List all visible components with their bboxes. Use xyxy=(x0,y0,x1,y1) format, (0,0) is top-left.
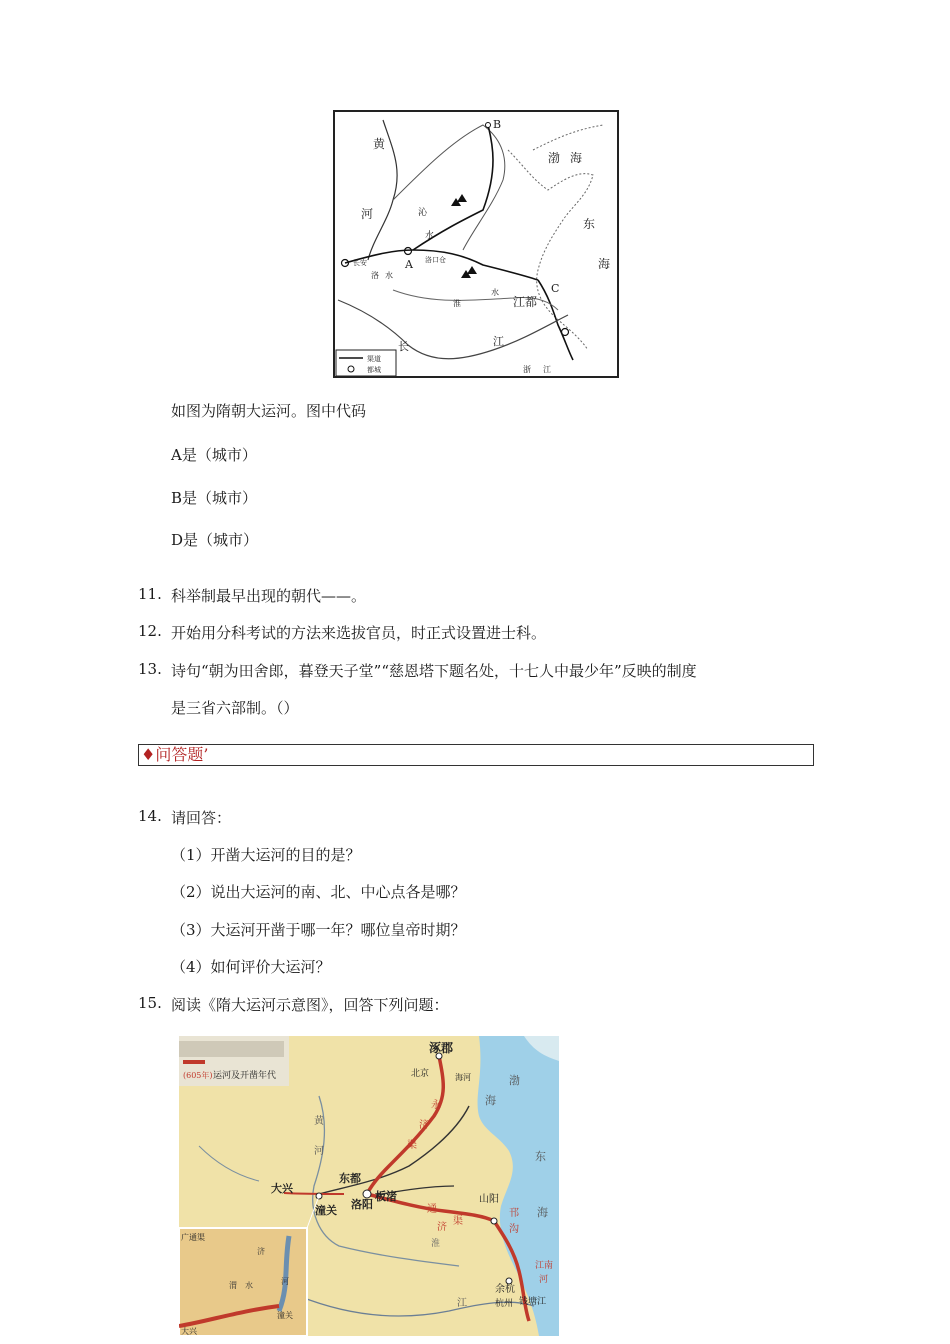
q13-text-cont: 是三省六部制。（） xyxy=(171,699,299,717)
label-huang: 黄 xyxy=(373,137,386,151)
label-shanyang: 山阳 xyxy=(479,1194,499,1205)
label-a: A xyxy=(405,258,413,271)
label-tongguan: 潼关 xyxy=(315,1204,337,1217)
label-qu-2: 渠 xyxy=(453,1216,463,1227)
q15-text: 阅读《隋大运河示意图》，回答下列问题： xyxy=(171,996,449,1014)
label-luoyang: 洛阳 xyxy=(351,1198,373,1211)
section-header-box xyxy=(138,744,814,766)
inset-title: 广通渠 xyxy=(181,1233,205,1242)
label-han: 邗 xyxy=(509,1208,519,1219)
label-dongdu: 东都 xyxy=(339,1172,361,1185)
q11-text: 科举制最早出现的朝代——。 xyxy=(171,587,367,605)
label-he: 河 xyxy=(361,207,374,221)
q10-intro: 如图为隋朝大运河。图中代码 xyxy=(171,402,367,420)
label-huai-1: 淮 xyxy=(453,299,461,308)
label-haihe: 海河 xyxy=(455,1073,471,1082)
label-hai-1: 海 xyxy=(485,1094,496,1107)
label-dong: 东 xyxy=(535,1150,546,1163)
inset-label-tongguan: 潼关 xyxy=(277,1311,293,1320)
label-huai: 淮 xyxy=(431,1239,441,1249)
inset-label-daxing: 大兴 xyxy=(181,1327,197,1336)
label-luo-2: 水 xyxy=(385,271,393,280)
label-shui: 水 xyxy=(425,231,435,241)
label-qu: 渠 xyxy=(407,1140,417,1151)
label-bohai-1: 渤 xyxy=(548,151,561,165)
label-daxing: 大兴 xyxy=(271,1182,293,1195)
legend-canal: 渠道 xyxy=(367,355,381,363)
label-huai-2: 水 xyxy=(491,288,499,297)
inset-label-he: 河 xyxy=(281,1277,289,1286)
label-b: B xyxy=(493,118,502,131)
sui-canal-map-2 xyxy=(179,1036,559,1336)
label-banzhu: 板渚 xyxy=(375,1190,397,1203)
inset-label-shui: 水 xyxy=(245,1281,253,1290)
label-qin: 沁 xyxy=(418,208,428,218)
label-yuhang: 余杭 xyxy=(495,1284,515,1295)
label-gou: 沟 xyxy=(509,1224,519,1235)
q11-number: 11. xyxy=(138,585,162,603)
label-ji-2: 济 xyxy=(437,1222,447,1233)
q13-text: 诗句“朝为田舍郎，暮登天子堂”“慈恩塔下题名处，十七人中最少年”反映的制度 xyxy=(171,662,697,680)
label-zhe-2: 江 xyxy=(543,365,551,374)
q14-sub-1: （1）开凿大运河的目的是？ xyxy=(171,846,361,864)
section-title: ♦问答题’ xyxy=(141,745,209,764)
label-hangzhou: 杭州 xyxy=(495,1299,514,1309)
label-bo: 渤 xyxy=(509,1074,520,1087)
q10-d: D是（城市） xyxy=(171,531,259,549)
q12-number: 12. xyxy=(138,622,162,640)
label-bohai-2: 海 xyxy=(570,151,583,165)
label-huang: 黄 xyxy=(314,1116,324,1127)
label-zhuojun: 涿郡 xyxy=(429,1041,454,1055)
label-jiangdu: 江都 xyxy=(513,295,538,309)
q14-sub-4: （4）如何评价大运河？ xyxy=(171,958,331,976)
inset-label-ji: 济 xyxy=(257,1247,265,1256)
label-luo-1: 洛 xyxy=(371,271,379,280)
label-jiangnan: 江南 xyxy=(535,1261,554,1271)
q14-sub-3: （3）大运河开凿于哪一年？哪位皇帝时期？ xyxy=(171,921,466,939)
label-jiang: 江 xyxy=(457,1298,467,1309)
legend-text: 运河及开凿年代 xyxy=(213,1071,277,1081)
legend-year: (605年) xyxy=(183,1071,213,1080)
label-zhe-1: 浙 xyxy=(523,365,531,374)
q14-text: 请回答： xyxy=(171,809,232,827)
label-tong: 通 xyxy=(427,1204,437,1215)
label-yong: 永 xyxy=(431,1100,441,1111)
sui-canal-map-1 xyxy=(333,110,619,378)
label-kouxian: 洛口仓 xyxy=(425,256,446,264)
label-dong: 东 xyxy=(583,217,596,231)
label-changan: 长安 xyxy=(353,259,367,267)
label-beijing: 北京 xyxy=(411,1069,430,1079)
q14-number: 14. xyxy=(138,807,162,825)
q13-number: 13. xyxy=(138,660,162,678)
q12-text: 开始用分科考试的方法来选拔官员，时正式设置进士科。 xyxy=(171,624,547,642)
label-he-2: 河 xyxy=(539,1275,549,1285)
label-hai: 海 xyxy=(598,257,611,271)
legend-capital: 都城 xyxy=(367,366,381,374)
q10-a: A是（城市） xyxy=(171,446,257,464)
label-c: C xyxy=(551,282,560,295)
q14-sub-2: （2）说出大运河的南、北、中心点各是哪？ xyxy=(171,883,466,901)
label-jiang: 江 xyxy=(493,335,504,348)
label-ji: 济 xyxy=(419,1120,429,1131)
q15-number: 15. xyxy=(138,994,162,1012)
inset-label-wei: 渭 xyxy=(229,1281,237,1290)
label-chang: 长 xyxy=(398,340,409,353)
label-hai-2: 海 xyxy=(537,1206,548,1219)
label-he: 河 xyxy=(314,1146,324,1157)
label-qiantang: 钱塘江 xyxy=(519,1297,547,1307)
q10-b: B是（城市） xyxy=(171,489,258,507)
